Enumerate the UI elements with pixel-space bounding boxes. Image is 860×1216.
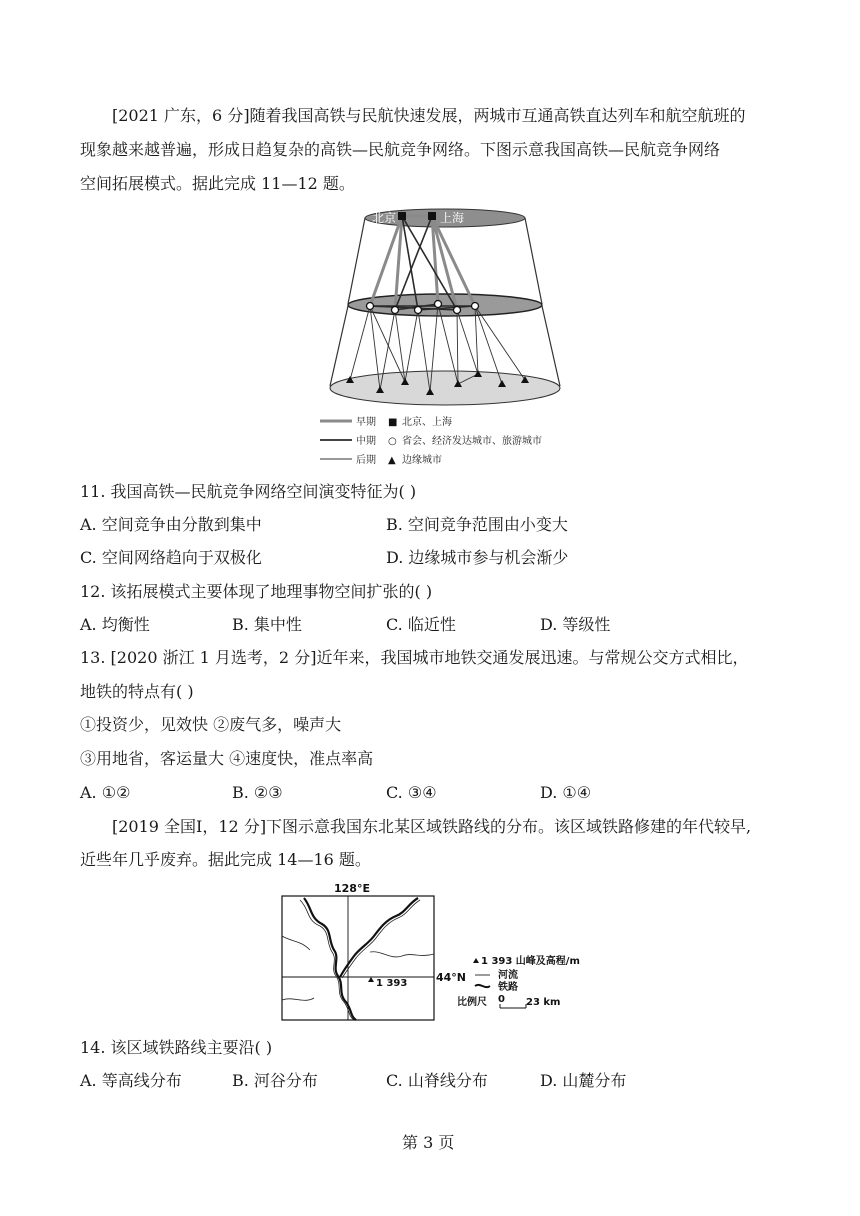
svg-text:比例尺: 比例尺 [457, 997, 487, 1008]
q12-option-c[interactable]: C. 临近性 [386, 615, 456, 634]
q11-option-c[interactable]: C. 空间网络趋向于双极化 [80, 548, 262, 567]
longitude-label: 128°E [334, 882, 370, 895]
svg-text:1 393 山峰及高程/m: 1 393 山峰及高程/m [481, 956, 580, 967]
q11-option-b[interactable]: B. 空间竞争范围由小变大 [386, 515, 568, 534]
q13-stem-line2: 地铁的特点有( ) [80, 682, 194, 701]
svg-text:后期: 后期 [356, 455, 376, 466]
q12-option-b[interactable]: B. 集中性 [232, 615, 302, 634]
svg-text:铁路: 铁路 [498, 982, 518, 993]
page-number: 第 3 页 [402, 1133, 455, 1152]
svg-text:○: ○ [388, 436, 397, 447]
intro1-line3: 空间拓展模式。据此完成 11—12 题。 [80, 174, 355, 193]
bottom-layer [330, 371, 560, 405]
svg-text:■: ■ [388, 417, 398, 428]
intro2-line1: [2019 全国I，12 分]下图示意我国东北某区域铁路线的分布。该区域铁路修建的年代较早, [112, 817, 752, 836]
svg-text:省会、经济发达城市、旅游城市: 省会、经济发达城市、旅游城市 [402, 436, 542, 447]
q13-option-c[interactable]: C. ③④ [386, 783, 437, 802]
peak-elevation: 1 393 [376, 978, 408, 989]
network-expansion-diagram [320, 206, 570, 476]
intro2-line2: 近些年几乎废弃。据此完成 14—16 题。 [80, 850, 371, 869]
q11-option-a[interactable]: A. 空间竞争由分散到集中 [80, 515, 262, 534]
q11-option-d[interactable]: D. 边缘城市参与机会渐少 [386, 548, 569, 567]
beijing-label: 北京 [372, 211, 397, 225]
q13-items-line1: ①投资少，见效快 ②废气多，噪声大 [80, 715, 342, 734]
svg-text:0: 0 [498, 994, 505, 1005]
q13-option-d[interactable]: D. ①④ [540, 783, 592, 802]
q13-option-a[interactable]: A. ①② [80, 783, 131, 802]
svg-text:▲: ▲ [388, 455, 396, 466]
q13-items-line2: ③用地省，客运量大 ④速度快，准点率高 [80, 749, 374, 768]
q14-option-d[interactable]: D. 山麓分布 [540, 1071, 627, 1090]
intro1-line1: [2021 广东，6 分]随着我国高铁与民航快速发展，两城市互通高铁直达列车和航空航班的 [112, 106, 746, 125]
svg-text:早期: 早期 [356, 417, 376, 428]
q14-option-a[interactable]: A. 等高线分布 [80, 1071, 182, 1090]
svg-text:23 km: 23 km [526, 997, 561, 1008]
railway-map [270, 880, 590, 1025]
shanghai-marker [428, 212, 436, 220]
q12-stem: 12. 该拓展模式主要体现了地理事物空间扩张的( ) [80, 582, 433, 601]
svg-text:中期: 中期 [356, 436, 376, 447]
map-legend [457, 954, 580, 1008]
q13-option-b[interactable]: B. ②③ [232, 783, 283, 802]
map-frame [282, 896, 434, 1020]
latitude-label: 44°N [436, 971, 467, 984]
q11-stem: 11. 我国高铁—民航竞争网络空间演变特征为( ) [80, 482, 417, 501]
middle-layer [348, 294, 542, 316]
q12-option-d[interactable]: D. 等级性 [540, 615, 611, 634]
q14-stem: 14. 该区域铁路线主要沿( ) [80, 1038, 273, 1057]
q12-option-a[interactable]: A. 均衡性 [80, 615, 150, 634]
shanghai-label: 上海 [440, 211, 465, 225]
intro1-line2: 现象越来越普遍，形成日趋复杂的高铁—民航竞争网络。下图示意我国高铁—民航竞争网络 [80, 140, 721, 159]
q13-stem-line1: 13. [2020 浙江 1 月选考，2 分]近年来，我国城市地铁交通发展迅速。与常规公交方式相比， [80, 648, 749, 667]
q14-option-b[interactable]: B. 河谷分布 [232, 1071, 318, 1090]
diagram-legend [320, 415, 542, 466]
svg-text:边缘城市: 边缘城市 [402, 455, 442, 466]
q14-option-c[interactable]: C. 山脊线分布 [386, 1071, 488, 1090]
svg-text:河流: 河流 [498, 970, 518, 981]
beijing-marker [398, 212, 406, 220]
svg-text:北京、上海: 北京、上海 [402, 417, 452, 428]
